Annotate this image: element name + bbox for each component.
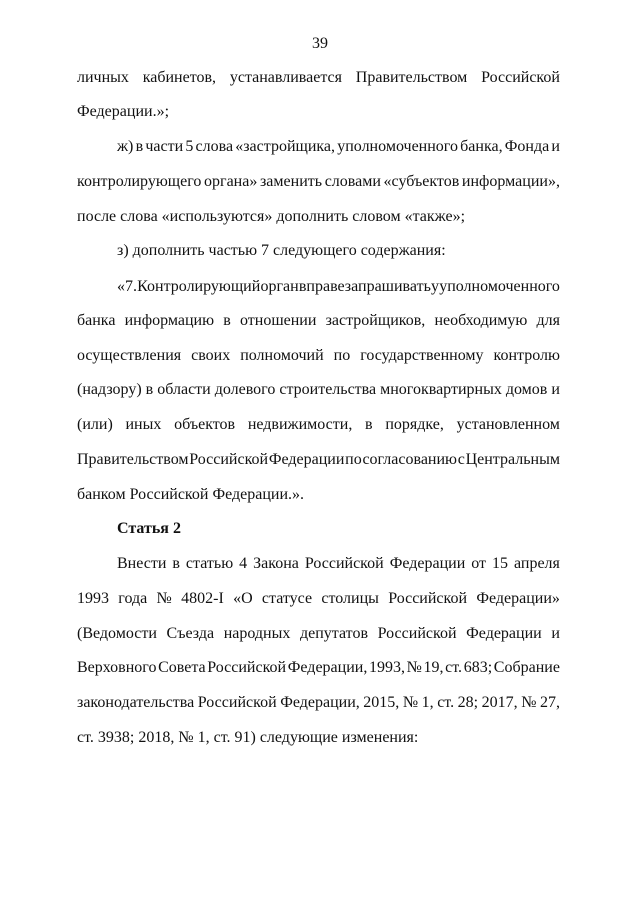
- word: органа»: [204, 173, 258, 190]
- word: с: [457, 451, 465, 468]
- word: 27,: [540, 694, 560, 711]
- text-line: [77, 658, 560, 678]
- text-line: [77, 380, 560, 400]
- word: Закона: [253, 555, 299, 572]
- word: слова: [195, 138, 234, 155]
- word: (надзору): [77, 381, 142, 398]
- word: (или): [77, 416, 113, 433]
- word: заменить: [259, 173, 323, 190]
- word: информации»,: [461, 173, 560, 190]
- word: контролирующего: [77, 173, 202, 190]
- text-line: [77, 68, 560, 88]
- word: Совета: [158, 659, 206, 676]
- word: «субъектов: [383, 173, 460, 190]
- word: Российской: [481, 69, 560, 86]
- article-heading: Статья 2: [117, 520, 181, 537]
- word: для: [536, 312, 560, 329]
- word: орган: [260, 278, 299, 295]
- word: Российской: [197, 694, 277, 711]
- text-line: после слова «используются» дополнить словом «также»;: [77, 208, 466, 225]
- word: №: [402, 694, 419, 711]
- word: депутатов: [300, 625, 369, 642]
- word: 2015,: [363, 694, 400, 711]
- word: 1,: [421, 694, 434, 711]
- word: части: [145, 138, 184, 155]
- word: банка,: [460, 138, 503, 155]
- word: долевого: [214, 381, 276, 398]
- word: 5: [185, 138, 194, 155]
- word: и: [551, 138, 560, 155]
- word: в: [145, 381, 154, 398]
- word: законодательства: [77, 694, 195, 711]
- word: №: [521, 694, 537, 711]
- word: необходимую: [434, 312, 528, 329]
- word: многоквартирных: [380, 381, 502, 398]
- word: области: [157, 381, 211, 398]
- word: 1993: [77, 590, 109, 607]
- text-line: [117, 554, 560, 574]
- word: уполномоченного: [337, 138, 458, 155]
- word: 683;: [463, 659, 493, 676]
- text-line: [77, 415, 560, 435]
- word: Федерации: [389, 555, 466, 572]
- word: 19,: [423, 659, 444, 676]
- word: 4: [239, 555, 248, 572]
- word: в: [135, 138, 144, 155]
- word: «застройщика,: [235, 138, 336, 155]
- word: домов: [505, 381, 548, 398]
- word: строительства: [279, 381, 377, 398]
- word: иных: [125, 416, 162, 433]
- word: Федерации,: [287, 659, 368, 676]
- word: словами: [324, 173, 381, 190]
- word: отношении: [239, 312, 317, 329]
- text-line: Федерации.»;: [77, 103, 170, 120]
- word: личных: [77, 69, 129, 86]
- word: 28;: [457, 694, 479, 711]
- text-line: [77, 693, 560, 713]
- word: «О: [233, 590, 253, 607]
- word: №: [406, 659, 422, 676]
- word: застройщиков,: [325, 312, 426, 329]
- word: и: [551, 625, 560, 642]
- text-line: [117, 277, 560, 297]
- word: государственному: [360, 347, 484, 364]
- text-line: [77, 624, 560, 644]
- word: Правительством: [77, 451, 189, 468]
- word: (Ведомости: [77, 625, 157, 642]
- word: Российской: [304, 555, 384, 572]
- word: 4802-I: [181, 590, 224, 607]
- word: по: [333, 347, 351, 364]
- text-line: [77, 346, 560, 366]
- word: Фонда: [504, 138, 550, 155]
- word: осуществления: [77, 347, 182, 364]
- word: ст.: [445, 659, 463, 676]
- word: Российской: [377, 625, 457, 642]
- word: 15: [492, 555, 508, 572]
- word: в: [172, 555, 180, 572]
- text-line: [77, 589, 560, 609]
- word: объектов: [174, 416, 236, 433]
- word: запрашивать: [344, 278, 431, 295]
- word: ж): [117, 138, 134, 155]
- text-line: [77, 172, 560, 192]
- word: в: [365, 416, 373, 433]
- word: «7.: [117, 278, 137, 295]
- word: Правительством: [355, 69, 468, 86]
- text-line: [117, 137, 560, 157]
- word: 2017,: [481, 694, 518, 711]
- word: кабинетов,: [142, 69, 217, 86]
- page-number: 39: [312, 35, 328, 52]
- word: по: [345, 451, 362, 468]
- word: согласованию: [362, 451, 457, 468]
- text-line: ст. 3938; 2018, № 1, ст. 91) следующие изменения:: [77, 729, 419, 746]
- word: в: [223, 312, 231, 329]
- word: народных: [223, 625, 291, 642]
- word: Съезда: [166, 625, 215, 642]
- word: Федерации: [268, 451, 345, 468]
- word: недвижимости,: [247, 416, 353, 433]
- word: Федерации,: [280, 694, 360, 711]
- word: уполномоченного: [439, 278, 560, 295]
- word: порядке,: [385, 416, 444, 433]
- word: Федерации: [466, 625, 542, 642]
- word: своих: [191, 347, 231, 364]
- word: статью: [185, 555, 234, 572]
- word: Центральным: [465, 451, 560, 468]
- word: года: [118, 590, 148, 607]
- text-line: [77, 311, 560, 331]
- word: №: [156, 590, 172, 607]
- word: банка: [77, 312, 116, 329]
- word: Российской: [189, 451, 269, 468]
- word: от: [471, 555, 487, 572]
- word: полномочий: [240, 347, 324, 364]
- word: контролю: [493, 347, 560, 364]
- word: устанавливается: [229, 69, 342, 86]
- word: статусе: [261, 590, 313, 607]
- word: установленном: [456, 416, 560, 433]
- word: ст.: [437, 694, 455, 711]
- word: Контролирующий: [137, 278, 261, 295]
- word: 1993,: [368, 659, 405, 676]
- word: столицы: [321, 590, 379, 607]
- text-line: банком Российской Федерации.».: [77, 486, 304, 503]
- word: Федерации»: [476, 590, 560, 607]
- word: Внести: [117, 555, 167, 572]
- word: Верховного: [77, 659, 157, 676]
- word: Собрание: [493, 659, 560, 676]
- word: информацию: [124, 312, 215, 329]
- text-line: [77, 450, 560, 470]
- word: Российской: [207, 659, 287, 676]
- word: у: [431, 278, 440, 295]
- word: апреля: [513, 555, 560, 572]
- text-line: з) дополнить частью 7 следующего содержания:: [117, 242, 446, 259]
- word: и: [551, 381, 560, 398]
- word: вправе: [298, 278, 345, 295]
- word: Российской: [388, 590, 468, 607]
